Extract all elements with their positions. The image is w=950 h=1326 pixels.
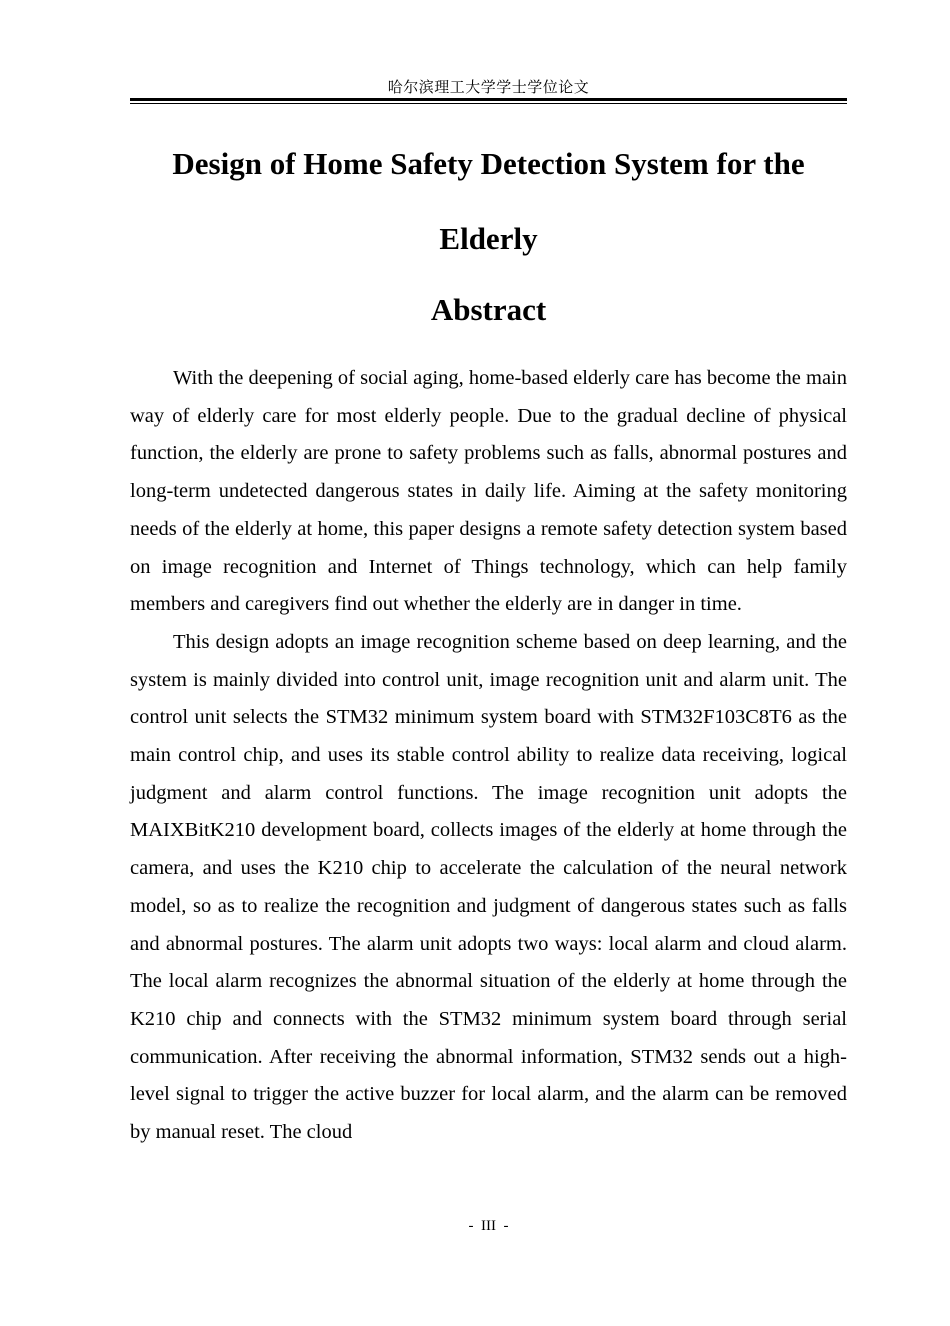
paper-title: Design of Home Safety Detection System for the Elderly	[172, 146, 805, 256]
abstract-body	[130, 360, 847, 1152]
page-number: - III -	[468, 1218, 509, 1234]
abstract-paragraph-1: With the deepening of social aging, home-based elderly care has become the main way of elderly care for most elderly people. Due to the gradual decline of physical function, the elderly are prone to safety problems such as falls, abnormal postures and long-term undetected dangerous states in daily life. Aiming at the safety monitoring needs of the elderly at home, this paper designs a remote safety detection system based on image recognition and Internet of Things technology, which can help family members and caregivers find out whether the elderly are in danger in time.	[130, 367, 847, 616]
header-rule-thin	[130, 103, 847, 104]
header-rule-thick	[130, 98, 847, 101]
abstract-paragraph-2: This design adopts an image recognition scheme based on deep learning, and the system is mainly divided into control unit, image recognition unit and alarm unit. The control unit selects the STM32 minimum system board with STM32F103C8T6 as the main control chip, and uses its stable control ability to realize data receiving, logical judgment and alarm control functions. The image recognition unit adopts the MAIXBitK210 development board, collects images of the elderly at home through the camera, and uses the K210 chip to accelerate the calculation of the neural network model, so as to realize the recognition and judgment of dangerous states such as falls and abnormal postures. The alarm unit adopts two ways: local alarm and cloud alarm. The local alarm recognizes the abnormal situation of the elderly at home through the K210 chip and connects with the STM32 minimum system board through serial communication. After receiving the abnormal information, STM32 sends out a high-level signal to trigger the active buzzer for local alarm, and the alarm can be removed by manual reset. The cloud	[130, 630, 847, 1144]
abstract-heading: Abstract	[430, 292, 547, 327]
running-header: 哈尔滨理工大学学士学位论文	[387, 78, 590, 96]
